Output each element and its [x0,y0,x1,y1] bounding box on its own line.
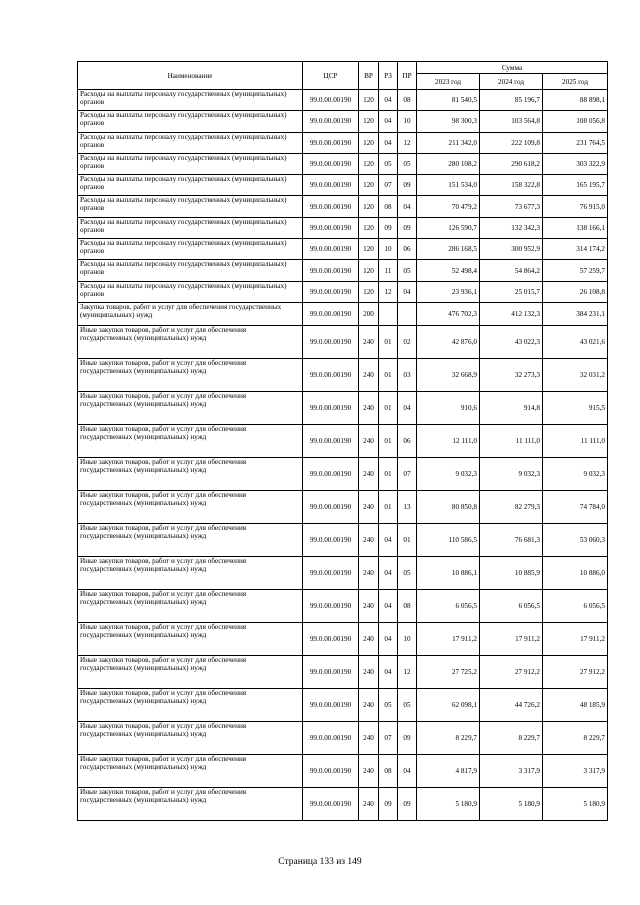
row-amount-2024: 54 864,2 [480,260,543,281]
row-amount-2023: 80 850,8 [417,490,480,523]
row-amount-2023: 27 725,2 [417,655,480,688]
row-amount-2024: 5 180,9 [480,787,543,820]
row-amount-2024: 8 229,7 [480,721,543,754]
row-vr: 240 [359,688,379,721]
row-amount-2025: 165 195,7 [543,175,608,196]
table-row [78,302,608,325]
row-vr: 240 [359,490,379,523]
row-rz: 04 [379,556,398,589]
row-amount-2024: 914,8 [480,391,543,424]
row-pr: 12 [398,132,417,153]
row-amount-2025: 32 031,2 [543,358,608,391]
row-csr: 99.0.00.00190 [303,325,359,358]
row-vr: 120 [359,175,379,196]
row-amount-2024: 82 279,3 [480,490,543,523]
row-name: Иные закупки товаров, работ и услуг для обеспечения государственных (муниципальных) нужд [78,787,303,820]
row-name: Расходы на выплаты персоналу государственных (муниципальных) органов [78,90,303,111]
row-name: Иные закупки товаров, работ и услуг для обеспечения государственных (муниципальных) нужд [78,754,303,787]
row-amount-2023: 9 032,3 [417,457,480,490]
row-amount-2023: 52 498,4 [417,260,480,281]
table-row [78,787,608,820]
row-pr: 04 [398,754,417,787]
table-row [78,132,608,153]
table-row [78,655,608,688]
row-amount-2025: 9 032,3 [543,457,608,490]
row-csr: 99.0.00.00190 [303,655,359,688]
row-rz: 07 [379,721,398,754]
row-vr: 240 [359,622,379,655]
row-amount-2024: 25 015,7 [480,281,543,302]
row-rz: 04 [379,90,398,111]
table-row [78,589,608,622]
row-amount-2024: 43 022,3 [480,325,543,358]
row-pr: 13 [398,490,417,523]
row-name: Иные закупки товаров, работ и услуг для обеспечения государственных (муниципальных) нужд [78,622,303,655]
row-amount-2025: 74 784,0 [543,490,608,523]
row-csr: 99.0.00.00190 [303,589,359,622]
row-amount-2025: 915,5 [543,391,608,424]
row-pr: 09 [398,175,417,196]
row-rz: 10 [379,239,398,260]
row-amount-2023: 62 098,1 [417,688,480,721]
table-row [78,523,608,556]
row-rz: 01 [379,424,398,457]
row-csr: 99.0.00.00190 [303,391,359,424]
row-csr: 99.0.00.00190 [303,556,359,589]
row-amount-2024: 222 109,8 [480,132,543,153]
row-pr: 06 [398,239,417,260]
row-vr: 120 [359,111,379,132]
row-name: Расходы на выплаты персоналу государственных (муниципальных) органов [78,175,303,196]
row-csr: 99.0.00.00190 [303,721,359,754]
row-rz: 04 [379,622,398,655]
row-amount-2023: 211 342,0 [417,132,480,153]
row-name: Расходы на выплаты персоналу государственных (муниципальных) органов [78,111,303,132]
row-rz: 01 [379,358,398,391]
row-csr: 99.0.00.00190 [303,358,359,391]
table-row [78,90,608,111]
row-vr: 120 [359,132,379,153]
row-csr: 99.0.00.00190 [303,90,359,111]
row-amount-2024: 9 032,3 [480,457,543,490]
row-amount-2024: 3 317,9 [480,754,543,787]
table-row [78,358,608,391]
row-amount-2025: 3 317,9 [543,754,608,787]
row-amount-2024: 17 911,2 [480,622,543,655]
row-vr: 120 [359,90,379,111]
row-csr: 99.0.00.00190 [303,111,359,132]
row-pr: 09 [398,217,417,238]
row-name: Иные закупки товаров, работ и услуг для обеспечения государственных (муниципальных) нужд [78,721,303,754]
row-pr: 04 [398,391,417,424]
row-amount-2025: 10 886,0 [543,556,608,589]
row-amount-2023: 98 300,3 [417,111,480,132]
row-name: Расходы на выплаты персоналу государственных (муниципальных) органов [78,281,303,302]
row-name: Иные закупки товаров, работ и услуг для обеспечения государственных (муниципальных) нужд [78,358,303,391]
row-rz: 01 [379,325,398,358]
row-amount-2023: 81 540,5 [417,90,480,111]
row-amount-2025: 27 912,2 [543,655,608,688]
row-vr: 200 [359,302,379,325]
budget-table [77,61,608,821]
row-rz: 04 [379,655,398,688]
row-amount-2023: 151 534,0 [417,175,480,196]
row-amount-2024: 11 111,0 [480,424,543,457]
row-amount-2023: 42 876,0 [417,325,480,358]
row-csr: 99.0.00.00190 [303,302,359,325]
row-amount-2024: 412 132,3 [480,302,543,325]
row-name: Расходы на выплаты персоналу государственных (муниципальных) органов [78,153,303,174]
row-amount-2023: 5 180,9 [417,787,480,820]
row-amount-2025: 43 021,6 [543,325,608,358]
header-pr: ПР [398,62,417,90]
table-row [78,239,608,260]
row-name: Расходы на выплаты персоналу государственных (муниципальных) органов [78,196,303,217]
row-vr: 240 [359,787,379,820]
row-amount-2024: 73 677,3 [480,196,543,217]
table-row [78,175,608,196]
row-rz: 01 [379,457,398,490]
row-vr: 240 [359,424,379,457]
table-row [78,325,608,358]
row-amount-2025: 26 108,8 [543,281,608,302]
row-amount-2024: 132 342,3 [480,217,543,238]
row-amount-2025: 231 764,5 [543,132,608,153]
row-name: Иные закупки товаров, работ и услуг для обеспечения государственных (муниципальных) нужд [78,523,303,556]
row-csr: 99.0.00.00190 [303,457,359,490]
row-pr: 10 [398,622,417,655]
row-pr: 04 [398,196,417,217]
row-amount-2025: 76 915,0 [543,196,608,217]
row-amount-2023: 10 886,1 [417,556,480,589]
row-vr: 120 [359,239,379,260]
row-csr: 99.0.00.00190 [303,281,359,302]
header-year-2024: 2024 год [480,74,543,90]
row-amount-2023: 126 590,7 [417,217,480,238]
row-amount-2023: 910,6 [417,391,480,424]
table-row [78,754,608,787]
row-name: Иные закупки товаров, работ и услуг для обеспечения государственных (муниципальных) нужд [78,424,303,457]
row-amount-2023: 476 702,3 [417,302,480,325]
row-amount-2023: 110 586,5 [417,523,480,556]
row-amount-2024: 103 564,8 [480,111,543,132]
row-rz: 05 [379,688,398,721]
row-name: Иные закупки товаров, работ и услуг для обеспечения государственных (муниципальных) нужд [78,589,303,622]
row-vr: 120 [359,196,379,217]
row-amount-2024: 44 726,2 [480,688,543,721]
row-amount-2023: 286 168,5 [417,239,480,260]
row-vr: 240 [359,655,379,688]
row-amount-2023: 4 817,9 [417,754,480,787]
row-rz: 11 [379,260,398,281]
header-year-2023: 2023 год [417,74,480,90]
row-pr: 07 [398,457,417,490]
table-row [78,622,608,655]
row-rz: 05 [379,153,398,174]
row-vr: 240 [359,754,379,787]
row-rz: 12 [379,281,398,302]
row-pr: 10 [398,111,417,132]
row-pr: 03 [398,358,417,391]
row-amount-2025: 108 056,8 [543,111,608,132]
table-row [78,260,608,281]
row-name: Иные закупки товаров, работ и услуг для обеспечения государственных (муниципальных) нужд [78,391,303,424]
row-vr: 240 [359,523,379,556]
row-amount-2025: 8 229,7 [543,721,608,754]
row-name: Расходы на выплаты персоналу государственных (муниципальных) органов [78,260,303,281]
row-rz: 04 [379,589,398,622]
row-csr: 99.0.00.00190 [303,260,359,281]
row-csr: 99.0.00.00190 [303,424,359,457]
row-vr: 240 [359,358,379,391]
row-name: Иные закупки товаров, работ и услуг для обеспечения государственных (муниципальных) нужд [78,457,303,490]
header-year-2025: 2025 год [543,74,608,90]
page-number: Страница 133 из 149 [278,857,362,867]
row-rz: 08 [379,754,398,787]
row-pr: 05 [398,688,417,721]
table-row [78,721,608,754]
table-row [78,556,608,589]
table-row [78,424,608,457]
table-body [78,90,608,821]
row-pr: 05 [398,556,417,589]
row-amount-2023: 8 229,7 [417,721,480,754]
header-name: Наименование [78,62,303,90]
row-amount-2023: 12 111,0 [417,424,480,457]
table-row [78,688,608,721]
row-vr: 240 [359,721,379,754]
row-pr: 09 [398,787,417,820]
row-amount-2025: 53 060,3 [543,523,608,556]
row-vr: 120 [359,260,379,281]
row-amount-2024: 27 912,2 [480,655,543,688]
row-rz: 01 [379,391,398,424]
row-amount-2024: 10 885,9 [480,556,543,589]
table-row [78,217,608,238]
row-name: Иные закупки товаров, работ и услуг для обеспечения государственных (муниципальных) нужд [78,325,303,358]
row-name: Закупка товаров, работ и услуг для обеспечения государственных (муниципальных) нужд [78,302,303,325]
row-csr: 99.0.00.00190 [303,688,359,721]
row-amount-2025: 11 111,0 [543,424,608,457]
row-pr: 01 [398,523,417,556]
row-amount-2025: 88 898,1 [543,90,608,111]
row-vr: 240 [359,325,379,358]
row-csr: 99.0.00.00190 [303,787,359,820]
row-amount-2023: 23 936,1 [417,281,480,302]
row-pr: 08 [398,90,417,111]
table-row [78,391,608,424]
row-name: Расходы на выплаты персоналу государственных (муниципальных) органов [78,132,303,153]
row-csr: 99.0.00.00190 [303,196,359,217]
row-rz: 09 [379,217,398,238]
row-amount-2025: 314 174,2 [543,239,608,260]
row-amount-2023: 6 056,5 [417,589,480,622]
row-vr: 240 [359,589,379,622]
row-amount-2025: 303 322,9 [543,153,608,174]
row-pr: 09 [398,721,417,754]
row-csr: 99.0.00.00190 [303,217,359,238]
row-amount-2024: 300 952,9 [480,239,543,260]
row-vr: 240 [359,556,379,589]
row-amount-2024: 158 322,8 [480,175,543,196]
row-amount-2024: 85 196,7 [480,90,543,111]
row-name: Иные закупки товаров, работ и услуг для обеспечения государственных (муниципальных) нужд [78,490,303,523]
table-row [78,281,608,302]
row-vr: 120 [359,281,379,302]
table-row [78,196,608,217]
row-name: Иные закупки товаров, работ и услуг для обеспечения государственных (муниципальных) нужд [78,655,303,688]
row-amount-2025: 5 180,9 [543,787,608,820]
row-pr [398,302,417,325]
row-rz: 04 [379,132,398,153]
row-amount-2024: 76 681,3 [480,523,543,556]
row-rz: 01 [379,490,398,523]
row-amount-2025: 138 166,1 [543,217,608,238]
row-amount-2025: 48 185,9 [543,688,608,721]
header-csr: ЦСР [303,62,359,90]
header-vr: ВР [359,62,379,90]
row-name: Расходы на выплаты персоналу государственных (муниципальных) органов [78,217,303,238]
row-amount-2024: 6 056,5 [480,589,543,622]
row-rz: 09 [379,787,398,820]
row-vr: 120 [359,217,379,238]
row-rz: 04 [379,523,398,556]
table-row [78,153,608,174]
row-rz: 04 [379,111,398,132]
header-sum: Сумма [417,62,608,74]
row-name: Иные закупки товаров, работ и услуг для обеспечения государственных (муниципальных) нужд [78,556,303,589]
row-amount-2023: 32 668,9 [417,358,480,391]
table-row [78,111,608,132]
row-amount-2025: 6 056,5 [543,589,608,622]
row-amount-2025: 57 259,7 [543,260,608,281]
row-csr: 99.0.00.00190 [303,622,359,655]
row-vr: 240 [359,391,379,424]
row-rz [379,302,398,325]
row-rz: 07 [379,175,398,196]
row-rz: 08 [379,196,398,217]
row-vr: 240 [359,457,379,490]
row-csr: 99.0.00.00190 [303,153,359,174]
row-pr: 05 [398,153,417,174]
header-rz: РЗ [379,62,398,90]
row-csr: 99.0.00.00190 [303,490,359,523]
row-pr: 08 [398,589,417,622]
row-name: Иные закупки товаров, работ и услуг для обеспечения государственных (муниципальных) нужд [78,688,303,721]
row-pr: 12 [398,655,417,688]
row-vr: 120 [359,153,379,174]
row-csr: 99.0.00.00190 [303,523,359,556]
row-amount-2023: 70 479,2 [417,196,480,217]
table-row [78,490,608,523]
row-amount-2023: 280 108,2 [417,153,480,174]
row-pr: 05 [398,260,417,281]
row-amount-2024: 32 273,3 [480,358,543,391]
row-pr: 04 [398,281,417,302]
row-amount-2024: 290 618,2 [480,153,543,174]
row-pr: 06 [398,424,417,457]
row-amount-2025: 17 911,2 [543,622,608,655]
row-name: Расходы на выплаты персоналу государственных (муниципальных) органов [78,239,303,260]
row-csr: 99.0.00.00190 [303,754,359,787]
row-amount-2023: 17 911,2 [417,622,480,655]
row-csr: 99.0.00.00190 [303,175,359,196]
row-pr: 02 [398,325,417,358]
row-amount-2025: 384 231,1 [543,302,608,325]
row-csr: 99.0.00.00190 [303,132,359,153]
table-row [78,457,608,490]
row-csr: 99.0.00.00190 [303,239,359,260]
